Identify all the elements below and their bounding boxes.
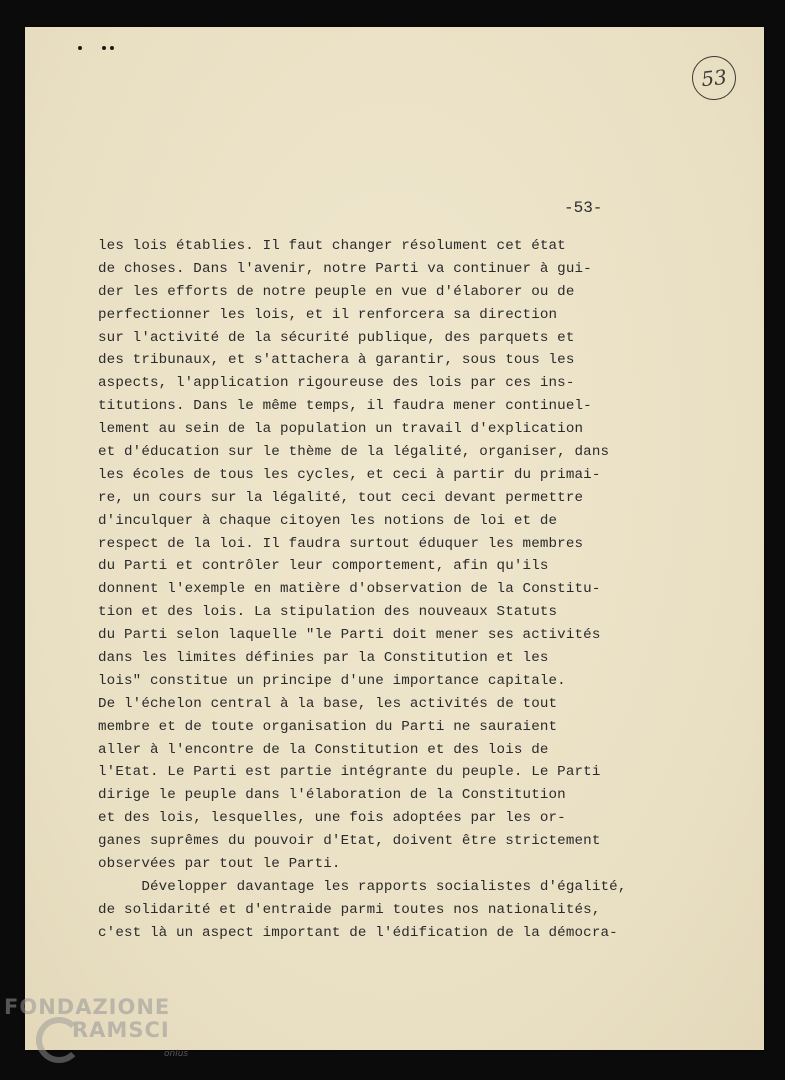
text-line: dans les limites définies par la Constitution et les bbox=[98, 650, 549, 667]
text-line: lois" constitue un principe d'une importance capitale. bbox=[98, 672, 566, 689]
text-line: dirige le peuple dans l'élaboration de la Constitution bbox=[98, 787, 566, 804]
text-line: Développer davantage les rapports socialistes d'égalité, bbox=[98, 878, 627, 895]
text-line: aspects, l'application rigoureuse des lois par ces ins- bbox=[98, 375, 575, 392]
text-line: du Parti selon laquelle "le Parti doit mener ses activités bbox=[98, 627, 601, 644]
text-line: observées par tout le Parti. bbox=[98, 856, 341, 873]
document-body bbox=[98, 235, 668, 945]
text-line: der les efforts de notre peuple en vue d'élaborer ou de bbox=[98, 283, 575, 300]
text-line: perfectionner les lois, et il renforcera sa direction bbox=[98, 306, 558, 323]
stamp-number: 53 bbox=[700, 64, 728, 92]
text-line: tion et des lois. La stipulation des nouveaux Statuts bbox=[98, 604, 558, 621]
text-line: de solidarité et d'entraide parmi toutes nos nationalités, bbox=[98, 901, 601, 918]
watermark-line3: onlus bbox=[164, 1049, 189, 1059]
mark-dot bbox=[78, 46, 82, 50]
text-line: de choses. Dans l'avenir, notre Parti va continuer à gui- bbox=[98, 260, 592, 277]
punch-marks bbox=[78, 44, 118, 52]
mark-dot bbox=[110, 46, 114, 50]
text-line: les lois établies. Il faut changer résolument cet état bbox=[98, 238, 566, 254]
text-line: d'inculquer à chaque citoyen les notions de loi et de bbox=[98, 512, 558, 529]
text-line: les écoles de tous les cycles, et ceci à partir du primai- bbox=[98, 466, 601, 483]
text-line: sur l'activité de la sécurité publique, des parquets et bbox=[98, 329, 575, 346]
text-line: De l'échelon central à la base, les activités de tout bbox=[98, 695, 558, 712]
page-number: -53- bbox=[564, 199, 603, 217]
text-line: respect de la loi. Il faudra surtout éduquer les membres bbox=[98, 535, 584, 552]
text-line: re, un cours sur la légalité, tout ceci devant permettre bbox=[98, 489, 584, 506]
text-line: l'Etat. Le Parti est partie intégrante du peuple. Le Parti bbox=[98, 764, 601, 781]
text-line: membre et de toute organisation du Parti ne sauraient bbox=[98, 718, 558, 735]
watermark-line2: RAMSCI bbox=[72, 1018, 170, 1042]
text-line: donnent l'exemple en matière d'observation de la Constitu- bbox=[98, 581, 601, 598]
watermark-line1: FONDAZIONE bbox=[4, 995, 171, 1019]
text-line: titutions. Dans le même temps, il faudra mener continuel- bbox=[98, 398, 592, 415]
text-line: du Parti et contrôler leur comportement, afin qu'ils bbox=[98, 558, 549, 575]
text-line: et d'éducation sur le thème de la légalité, organiser, dans bbox=[98, 444, 610, 461]
text-line: et des lois, lesquelles, une fois adoptées par les or- bbox=[98, 810, 566, 827]
text-line: c'est là un aspect important de l'édification de la démocra- bbox=[98, 924, 618, 941]
text-line: ganes suprêmes du pouvoir d'Etat, doivent être strictement bbox=[98, 833, 601, 850]
text-line: lement au sein de la population un travail d'explication bbox=[98, 421, 584, 438]
mark-dot bbox=[102, 46, 106, 50]
fondazione-gramsci-watermark bbox=[4, 995, 204, 1075]
text-line: aller à l'encontre de la Constitution et des lois de bbox=[98, 741, 549, 758]
text-line: des tribunaux, et s'attachera à garantir, sous tous les bbox=[98, 352, 575, 369]
